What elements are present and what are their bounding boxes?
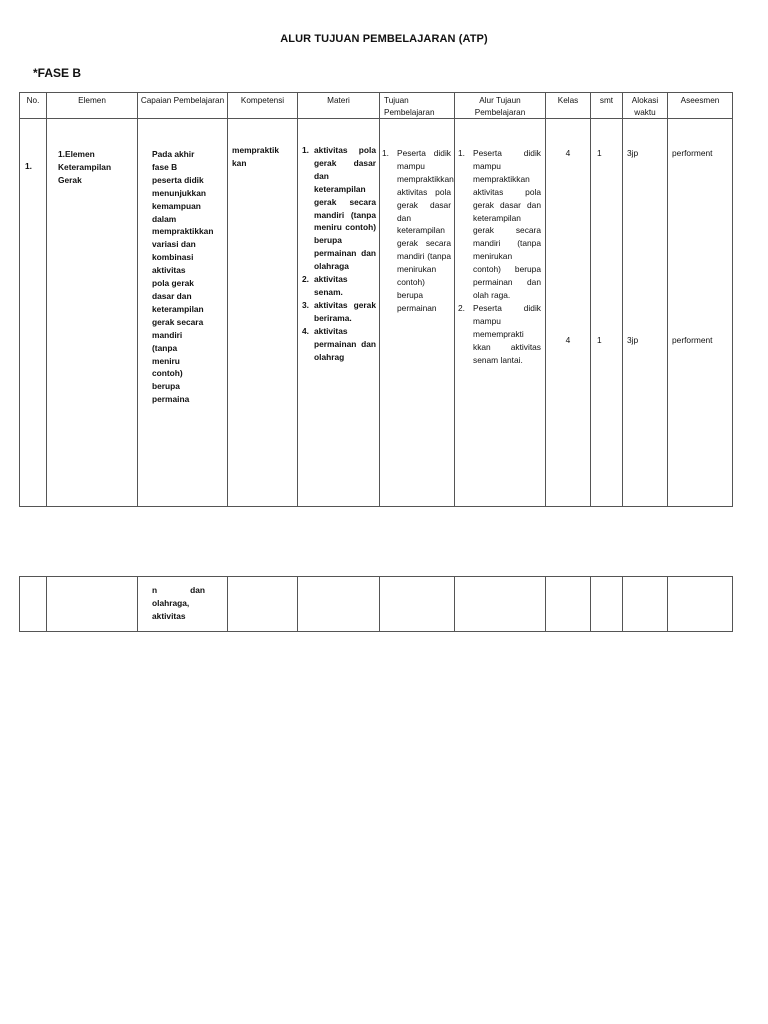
empty-cell [298,577,380,632]
capaian-cell: Pada akhir fase B peserta didik menunjukkan kemampuan dalam mempraktikkan variasi dan kombinasi aktivitas pola gerak dasar dan keterampilan gerak secara mandiri (tanpa meniru contoh) berupa permaina [138,119,228,507]
list-item: 3. aktivitas gerak berirama. [302,299,376,323]
alokasi-value: 3jp [627,148,639,158]
materi-cell [298,119,380,507]
list-item: 1. Peserta didik mampu mempraktikkan aktivitas pola gerak dasar dan keterampilan gerak secara mandiri (tanpa menirukan contoh) berupa permainan [382,148,454,313]
empty-cell [455,577,546,632]
header-kelas: Kelas [546,93,591,119]
kompetensi-cell: mempraktik kan [228,119,298,507]
alokasi-cell [623,119,668,507]
list-item: 1. aktivitas pola gerak dasar dan keterampilan gerak secara mandiri (tanpa meniru contoh) berupa permainan dan olahraga [302,145,376,272]
header-capaian: Capaian Pembelajaran [138,93,228,119]
empty-cell [623,577,668,632]
capaian-continuation: n dan olahraga, aktivitas [138,577,228,632]
empty-cell [47,577,138,632]
header-tujuan: Tujuan Pembelajaran [380,93,455,119]
smt-value: 1 [597,148,602,158]
header-materi: Materi [298,93,380,119]
empty-cell [20,577,47,632]
kelas-value: 4 [565,335,571,345]
header-no: No. [20,93,47,119]
header-asesmen: Aseesmen [668,93,733,119]
header-alur: Alur Tujaun Pembelajaran [455,93,546,119]
list-item: 2. aktivitas senam. [302,274,348,297]
asesmen-cell [668,119,733,507]
empty-cell [668,577,733,632]
empty-cell [546,577,591,632]
header-elemen: Elemen [47,93,138,119]
elemen-cell: 1.Elemen Keterampilan Gerak [47,119,138,507]
atp-table [19,92,733,507]
list-item: 1. Peserta didik mampu mempraktikkan aktivitas pola gerak dasar dan keterampilan gerak secara mandiri (tanpa menirukan contoh) berupa permainan dan olah raga. [458,148,541,300]
empty-cell [228,577,298,632]
empty-cell [591,577,623,632]
table-row [20,577,733,632]
document-title: ALUR TUJUAN PEMBELAJARAN (ATP) [280,33,488,45]
header-alokasi: Alokasi waktu [623,93,668,119]
alokasi-value: 3jp [627,335,639,345]
smt-value: 1 [597,335,602,345]
header-kompetensi: Kompetensi [228,93,298,119]
list-item: 4. aktivitas permainan dan olahrag [302,325,376,362]
header-smt: smt [591,93,623,119]
kelas-cell [546,119,591,507]
phase-heading: *FASE B [33,66,82,80]
asesmen-value: performent [672,148,713,158]
empty-cell [380,577,455,632]
list-item: 2. Peserta didik mampu mememprakti kkan aktivitas senam lantai. [458,302,541,365]
alur-cell [455,119,546,507]
kelas-value: 4 [565,148,571,158]
atp-table-continuation [19,576,733,632]
tujuan-cell [380,119,455,507]
smt-cell [591,119,623,507]
table-row [20,119,733,507]
header-row [20,93,733,119]
row-number: 1. [20,119,47,507]
asesmen-value: performent [672,335,713,345]
